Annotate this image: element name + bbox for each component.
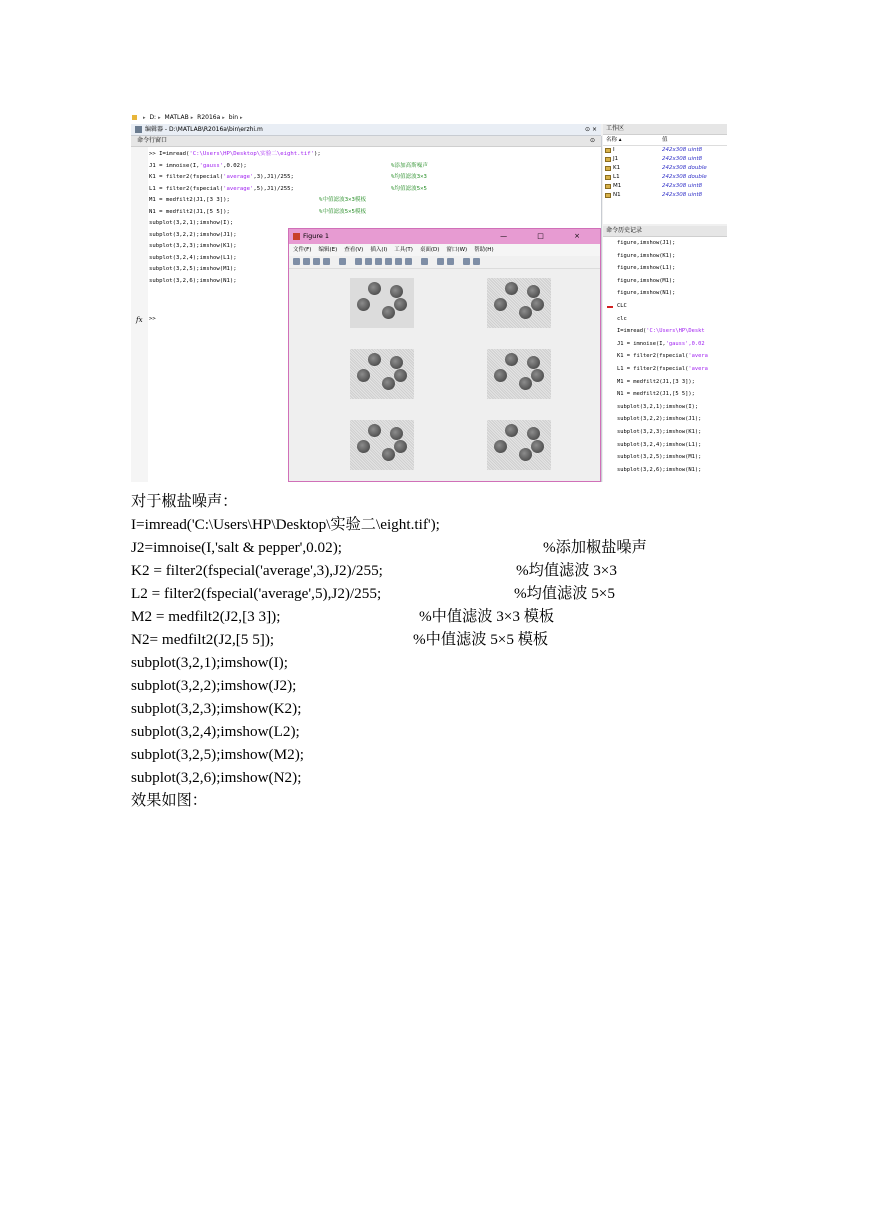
editor-icon [135,126,142,133]
workspace-var-row[interactable] [603,155,727,164]
figure-title: Figure 1 [303,232,330,240]
workspace-col-value[interactable]: 值 [662,137,668,143]
var-value: 242x308 double [662,165,707,171]
coin-shape [519,306,532,319]
command-window-title: 命令行窗口 [137,137,168,144]
workspace-var-row[interactable] [603,164,727,173]
history-item[interactable]: figure,imshow(J1); [617,240,676,246]
print-icon[interactable] [323,258,330,265]
coin-shape [390,427,403,440]
figure-window[interactable] [288,228,601,482]
doc-footer: 效果如图： [131,792,207,809]
command-line: M1 = medfilt2(J1,[3 3]); %中值滤波3×3模板 [149,195,321,207]
legend-icon[interactable] [447,258,454,265]
command-gutter [131,147,148,482]
doc-comment: %均值滤波 5×5 [514,585,615,602]
var-name: J1 [613,156,619,162]
history-item[interactable]: J1 = imnoise(I,'gauss',0.02 [617,340,705,347]
command-line: subplot(3,2,3);imshow(K1); [149,243,237,249]
workspace-col-name[interactable]: 名称 ▴ [606,137,622,143]
command-line: J1 = imnoise(I,'gauss',0.02); %添加高斯噪声 [149,161,321,173]
coin-shape [394,298,407,311]
doc-code-line: M2 = medfilt2(J2,[3 3]); [131,608,281,625]
coin-shape [505,353,518,366]
history-item[interactable]: subplot(3,2,2);imshow(J1); [617,416,702,423]
folder-icon [132,115,137,120]
doc-code-line: I=imread('C:\Users\HP\Desktop\实验二\eight.tif'); [131,516,440,533]
history-item[interactable]: M1 = medfilt2(J1,[3 3]); [617,378,695,385]
history-item[interactable]: subplot(3,2,5);imshow(M1); [617,454,702,461]
var-value: 242x308 uint8 [662,183,703,189]
coin-shape [494,369,507,382]
coin-shape [368,424,381,437]
coin-shape [505,424,518,437]
panel-menu-icon[interactable]: ⊙ [589,137,595,144]
coin-shape [527,427,540,440]
history-item[interactable]: subplot(3,2,4);imshow(L1); [617,441,702,448]
history-item[interactable]: N1 = medfilt2(J1,[5 5]); [617,391,695,398]
path-bar[interactable]: ▸ D: ▸ MATLAB ▸ R2016a ▸ bin ▸ [131,112,727,124]
doc-code-line: L2 = filter2(fspecial('average',5),J2)/255; [131,585,382,602]
fx-icon[interactable]: fx [136,316,143,324]
zoom-out-icon[interactable] [365,258,372,265]
coin-shape [527,356,540,369]
figure-canvas [289,269,600,481]
subplot-image [487,349,551,399]
command-line: subplot(3,2,5);imshow(M1); [149,266,237,272]
path-segment[interactable]: bin [228,114,238,121]
workspace-var-row[interactable] [603,173,727,182]
coin-shape [531,298,544,311]
coin-shape [357,369,370,382]
hide-tools-icon[interactable] [463,258,470,265]
figure-menu-item[interactable]: 编辑(E) [318,247,338,253]
figure-menu-item[interactable]: 窗口(W) [446,247,468,253]
coin-shape [531,440,544,453]
command-line: L1 = filter2(fspecial('average',5),J1)/255; %均值滤波5×5 [149,184,321,196]
doc-code-line: subplot(3,2,5);imshow(M2); [131,746,304,763]
doc-heading: 对于椒盐噪声： [131,493,238,510]
doc-code-line: subplot(3,2,3);imshow(K2); [131,700,302,717]
history-item[interactable]: figure,imshow(L1); [617,265,676,272]
subplot-image [350,349,414,399]
figure-toolbar[interactable] [289,256,600,269]
doc-comment: %中值滤波 3×3 模板 [419,608,555,625]
coin-shape [390,285,403,298]
matlab-logo-icon [293,233,300,240]
coin-shape [382,306,395,319]
link-icon[interactable] [421,258,428,265]
workspace-var-row[interactable] [603,182,727,191]
doc-code-line: K2 = filter2(fspecial('average',3),J2)/255; [131,562,383,579]
history-item[interactable]: K1 = filter2(fspecial('avera [617,353,708,360]
history-item[interactable]: figure,imshow(K1); [617,252,676,259]
doc-code-line: subplot(3,2,4);imshow(L2); [131,723,300,740]
coin-shape [494,298,507,311]
pointer-icon[interactable] [339,258,346,265]
command-line: subplot(3,2,1);imshow(I); [149,220,234,226]
coin-shape [394,440,407,453]
figure-menu-item[interactable]: 桌面(D) [419,247,440,253]
code-comment: %中值滤波3×3模板 [319,197,367,203]
coin-shape [382,377,395,390]
command-line: >> I=imread('C:\Users\HP\Desktop\实验二\eight.tif'); [149,151,321,157]
subplot-image [350,278,414,328]
editor-tab-label: 编辑器 - D:\MATLAB\R2016a\bin\erzhi.m [145,126,263,133]
coin-shape [494,440,507,453]
code-comment: %均值滤波3×3 [391,174,427,180]
zoom-in-icon[interactable] [355,258,362,265]
matrix-icon [605,184,611,189]
path-segment[interactable]: MATLAB [164,114,189,121]
history-title: 命令历史记录 [603,226,727,237]
coin-shape [519,377,532,390]
new-figure-icon[interactable] [293,258,300,265]
figure-menu-item[interactable]: 文件(F) [293,247,312,253]
history-item[interactable]: subplot(3,2,1);imshow(I); [617,403,699,410]
coin-shape [394,369,407,382]
var-value: 242x308 uint8 [662,192,703,198]
history-panel[interactable] [603,226,727,482]
command-line: subplot(3,2,4);imshow(L1); [149,254,237,261]
history-item[interactable]: I=imread('C:\Users\HP\Deskt [617,328,705,335]
workspace-var-row[interactable] [603,191,727,200]
figure-menu-item[interactable]: 帮助(H) [474,247,494,253]
workspace-panel[interactable] [603,124,727,224]
figure-menu-item[interactable]: 工具(T) [394,247,413,253]
history-item[interactable]: CLC [603,300,727,313]
code-comment: %均值滤波5×5 [391,185,427,192]
workspace-header[interactable] [603,135,727,146]
path-segment[interactable]: R2016a [197,114,221,121]
doc-code-line: subplot(3,2,1);imshow(I); [131,654,288,671]
subplot-image [350,420,414,470]
coin-shape [368,353,381,366]
matrix-icon [605,175,611,180]
matrix-icon [605,148,611,153]
var-name: I [613,147,615,153]
coin-shape [505,282,518,295]
code-comment: %中值滤波5×5模板 [319,208,367,215]
coin-shape [390,356,403,369]
var-value: 242x308 uint8 [662,156,703,162]
subplot-image [487,278,551,328]
open-icon[interactable] [303,258,310,265]
coin-shape [527,285,540,298]
data-cursor-icon[interactable] [395,258,402,265]
var-value: 242x308 uint8 [662,147,703,153]
var-name: N1 [613,192,621,198]
doc-code-line: N2= medfilt2(J2,[5 5]); [131,631,275,648]
doc-code-line: subplot(3,2,6);imshow(N2); [131,769,302,786]
window-controls[interactable]: — □ × [500,232,594,240]
history-item[interactable]: L1 = filter2(fspecial('avera [617,365,708,372]
coin-shape [382,448,395,461]
figure-menu-item[interactable]: 插入(I) [370,247,388,253]
coin-shape [519,448,532,461]
code-comment: %添加高斯噪声 [391,162,428,169]
matrix-icon [605,157,611,162]
history-item[interactable]: clc [617,315,627,322]
coin-shape [531,369,544,382]
brush-icon[interactable] [405,258,412,265]
command-prompt[interactable]: >> [149,316,156,322]
show-tools-icon[interactable] [473,258,480,265]
doc-code-line: subplot(3,2,2);imshow(J2); [131,677,297,694]
command-line: K1 = filter2(fspecial('average',3),J1)/255; %均值滤波3×3 [149,172,321,184]
doc-comment: %中值滤波 5×5 模板 [413,631,549,648]
history-item[interactable]: figure,imshow(M1); [617,277,676,284]
save-icon[interactable] [313,258,320,265]
workspace-var-row[interactable] [603,146,727,155]
command-line: subplot(3,2,6);imshow(N1); [149,277,237,284]
command-line: subplot(3,2,2);imshow(J1); [149,231,237,238]
figure-titlebar[interactable] [289,229,600,244]
path-segment[interactable]: D: [149,114,157,121]
doc-comment: %均值滤波 3×3 [516,562,617,579]
workspace-title: 工作区 [603,124,727,135]
colorbar-icon[interactable] [437,258,444,265]
editor-tab[interactable] [131,124,601,136]
pan-icon[interactable] [375,258,382,265]
tab-controls[interactable]: ⊙ × [585,126,597,133]
command-line: N1 = medfilt2(J1,[5 5]); %中值滤波5×5模板 [149,207,321,219]
doc-code-line: J2=imnoise(I,'salt & pepper',0.02); [131,539,343,556]
history-item[interactable]: subplot(3,2,3);imshow(K1); [617,428,702,435]
coin-shape [357,298,370,311]
matlab-screenshot [131,112,727,482]
subplot-image [487,420,551,470]
rotate-icon[interactable] [385,258,392,265]
matrix-icon [605,193,611,198]
history-item[interactable]: subplot(3,2,6);imshow(N1); [617,466,702,473]
doc-comment: %添加椒盐噪声 [543,539,647,556]
figure-menubar[interactable] [289,244,600,256]
var-value: 242x308 double [662,174,707,180]
var-name: L1 [613,174,620,180]
coin-shape [368,282,381,295]
coin-shape [357,440,370,453]
history-item[interactable]: figure,imshow(N1); [617,290,676,297]
var-name: K1 [613,165,621,171]
matrix-icon [605,166,611,171]
var-name: M1 [613,183,622,189]
figure-menu-item[interactable]: 查看(V) [344,247,364,253]
